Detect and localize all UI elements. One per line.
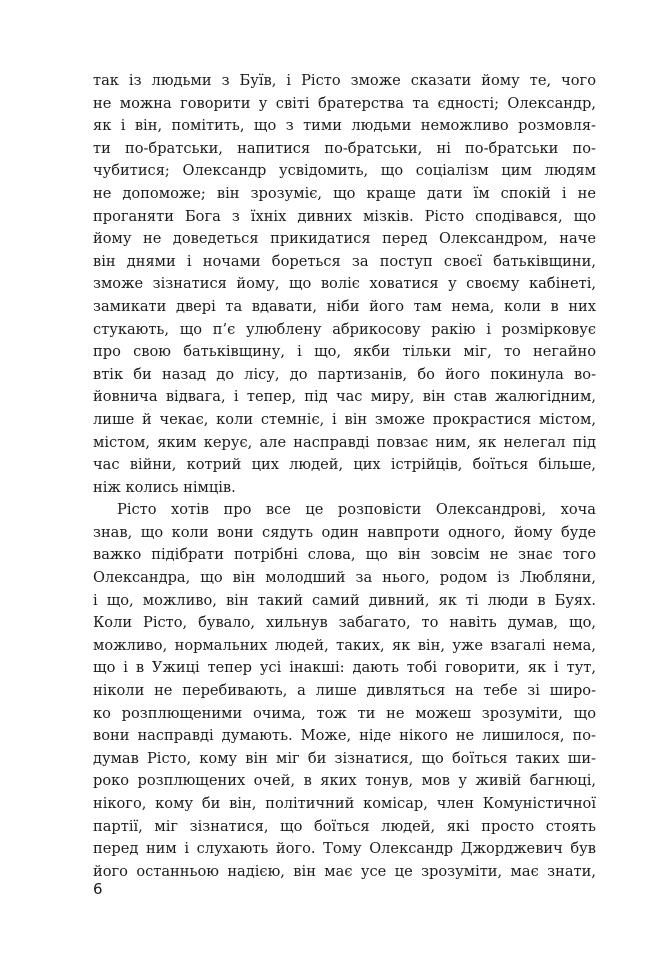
paragraph	[93, 499, 596, 883]
text-line: не допоможе; він зрозуміє, що краще дати їм спокій і не	[93, 184, 596, 202]
text-line: йовнича відвага, і тепер, під час миру, він став жалюгідним,	[93, 388, 596, 406]
text-line: важко підібрати потрібні слова, що він зовсім не знає того	[93, 546, 596, 564]
text-line: ко розплющеними очима, тож ти не можеш зрозуміти, що	[93, 704, 596, 722]
text-line: ніж колись німців.	[93, 478, 236, 496]
text-line: що і в Ужиці тепер усі інакші: дають тобі говорити, як і тут,	[93, 659, 596, 677]
text-line: ніколи не перебивають, а лише дивляться на тебе зі широ-	[93, 682, 596, 700]
text-line: він днями і ночами бореться за поступ своєї батьківщини,	[93, 252, 596, 270]
text-line: думав Рісто, кому він міг би зізнатися, що боїться таких ши-	[93, 749, 596, 767]
text-line: ти по-братськи, напитися по-братськи, ні по-братськи по-	[93, 139, 596, 157]
text-line: можливо, нормальних людей, таких, як він, уже взагалі нема,	[93, 636, 596, 654]
page-number: 6	[93, 880, 103, 898]
text-line: Коли Рісто, бувало, хильнув забагато, то навіть думав, що,	[93, 614, 596, 632]
text-line: вони насправді думають. Може, ніде нікого не лишилося, по-	[93, 727, 596, 745]
text-line: як і він, помітить, що з тими людьми неможливо розмовля-	[93, 117, 596, 135]
text-line: замикати двері та вдавати, ніби його там нема, коли в них	[93, 297, 596, 315]
text-line: проганяти Бога з їхніх дивних мізків. Рісто сподівався, що	[93, 207, 596, 225]
text-line: чубитися; Олександр усвідомить, що соціалізм цим людям	[93, 162, 596, 180]
text-line: містом, яким керує, але насправді повзає ним, як нелегал під	[93, 433, 596, 451]
text-line: перед ним і слухають його. Тому Олександр Джорджевич був	[93, 840, 596, 858]
text-line: і що, можливо, він такий самий дивний, як ті люди в Буях.	[93, 591, 596, 609]
text-line: Олександра, що він молодший за нього, родом із Любляни,	[93, 569, 596, 587]
text-line: стукають, що п’є улюблену абрикосову ракію і розмірковує	[93, 320, 596, 338]
text-line: так із людьми з Буїв, і Рісто зможе сказати йому те, чого	[93, 72, 596, 89]
text-line: йому не доведеться прикидатися перед Олександром, наче	[93, 230, 596, 248]
text-line: втік би назад до лісу, до партизанів, бо його покинула во-	[93, 365, 596, 383]
text-line: знав, що коли вони сядуть один навпроти одного, йому буде	[93, 523, 596, 541]
text-line: не можна говорити у світі братерства та єдності; Олександр,	[93, 94, 596, 112]
text-line: про свою батьківщину, і що, якби тільки міг, то негайно	[93, 343, 596, 361]
text-line: його останньою надією, він має усе це зрозуміти, має знати,	[93, 862, 596, 880]
text-line: зможе зізнатися йому, що воліє ховатися у своєму кабінеті,	[93, 275, 596, 293]
text-line: нікого, кому би він, політичний комісар, член Комуністичної	[93, 795, 596, 812]
paragraph	[93, 70, 596, 499]
text-line: Рісто хотів про все це розповісти Олександрові, хоча	[117, 501, 596, 519]
text-line: час війни, котрий цих людей, цих істрійців, боїться більше,	[93, 456, 596, 474]
text-line: роко розплющених очей, в яких тонув, мов у живій багнюці,	[93, 772, 596, 790]
text-line: партії, міг зізнатися, що боїться людей, які просто стоять	[93, 817, 596, 835]
body-text	[93, 70, 596, 883]
text-line: лише й чекає, коли стемніє, і він зможе прокрастися містом,	[93, 410, 596, 428]
